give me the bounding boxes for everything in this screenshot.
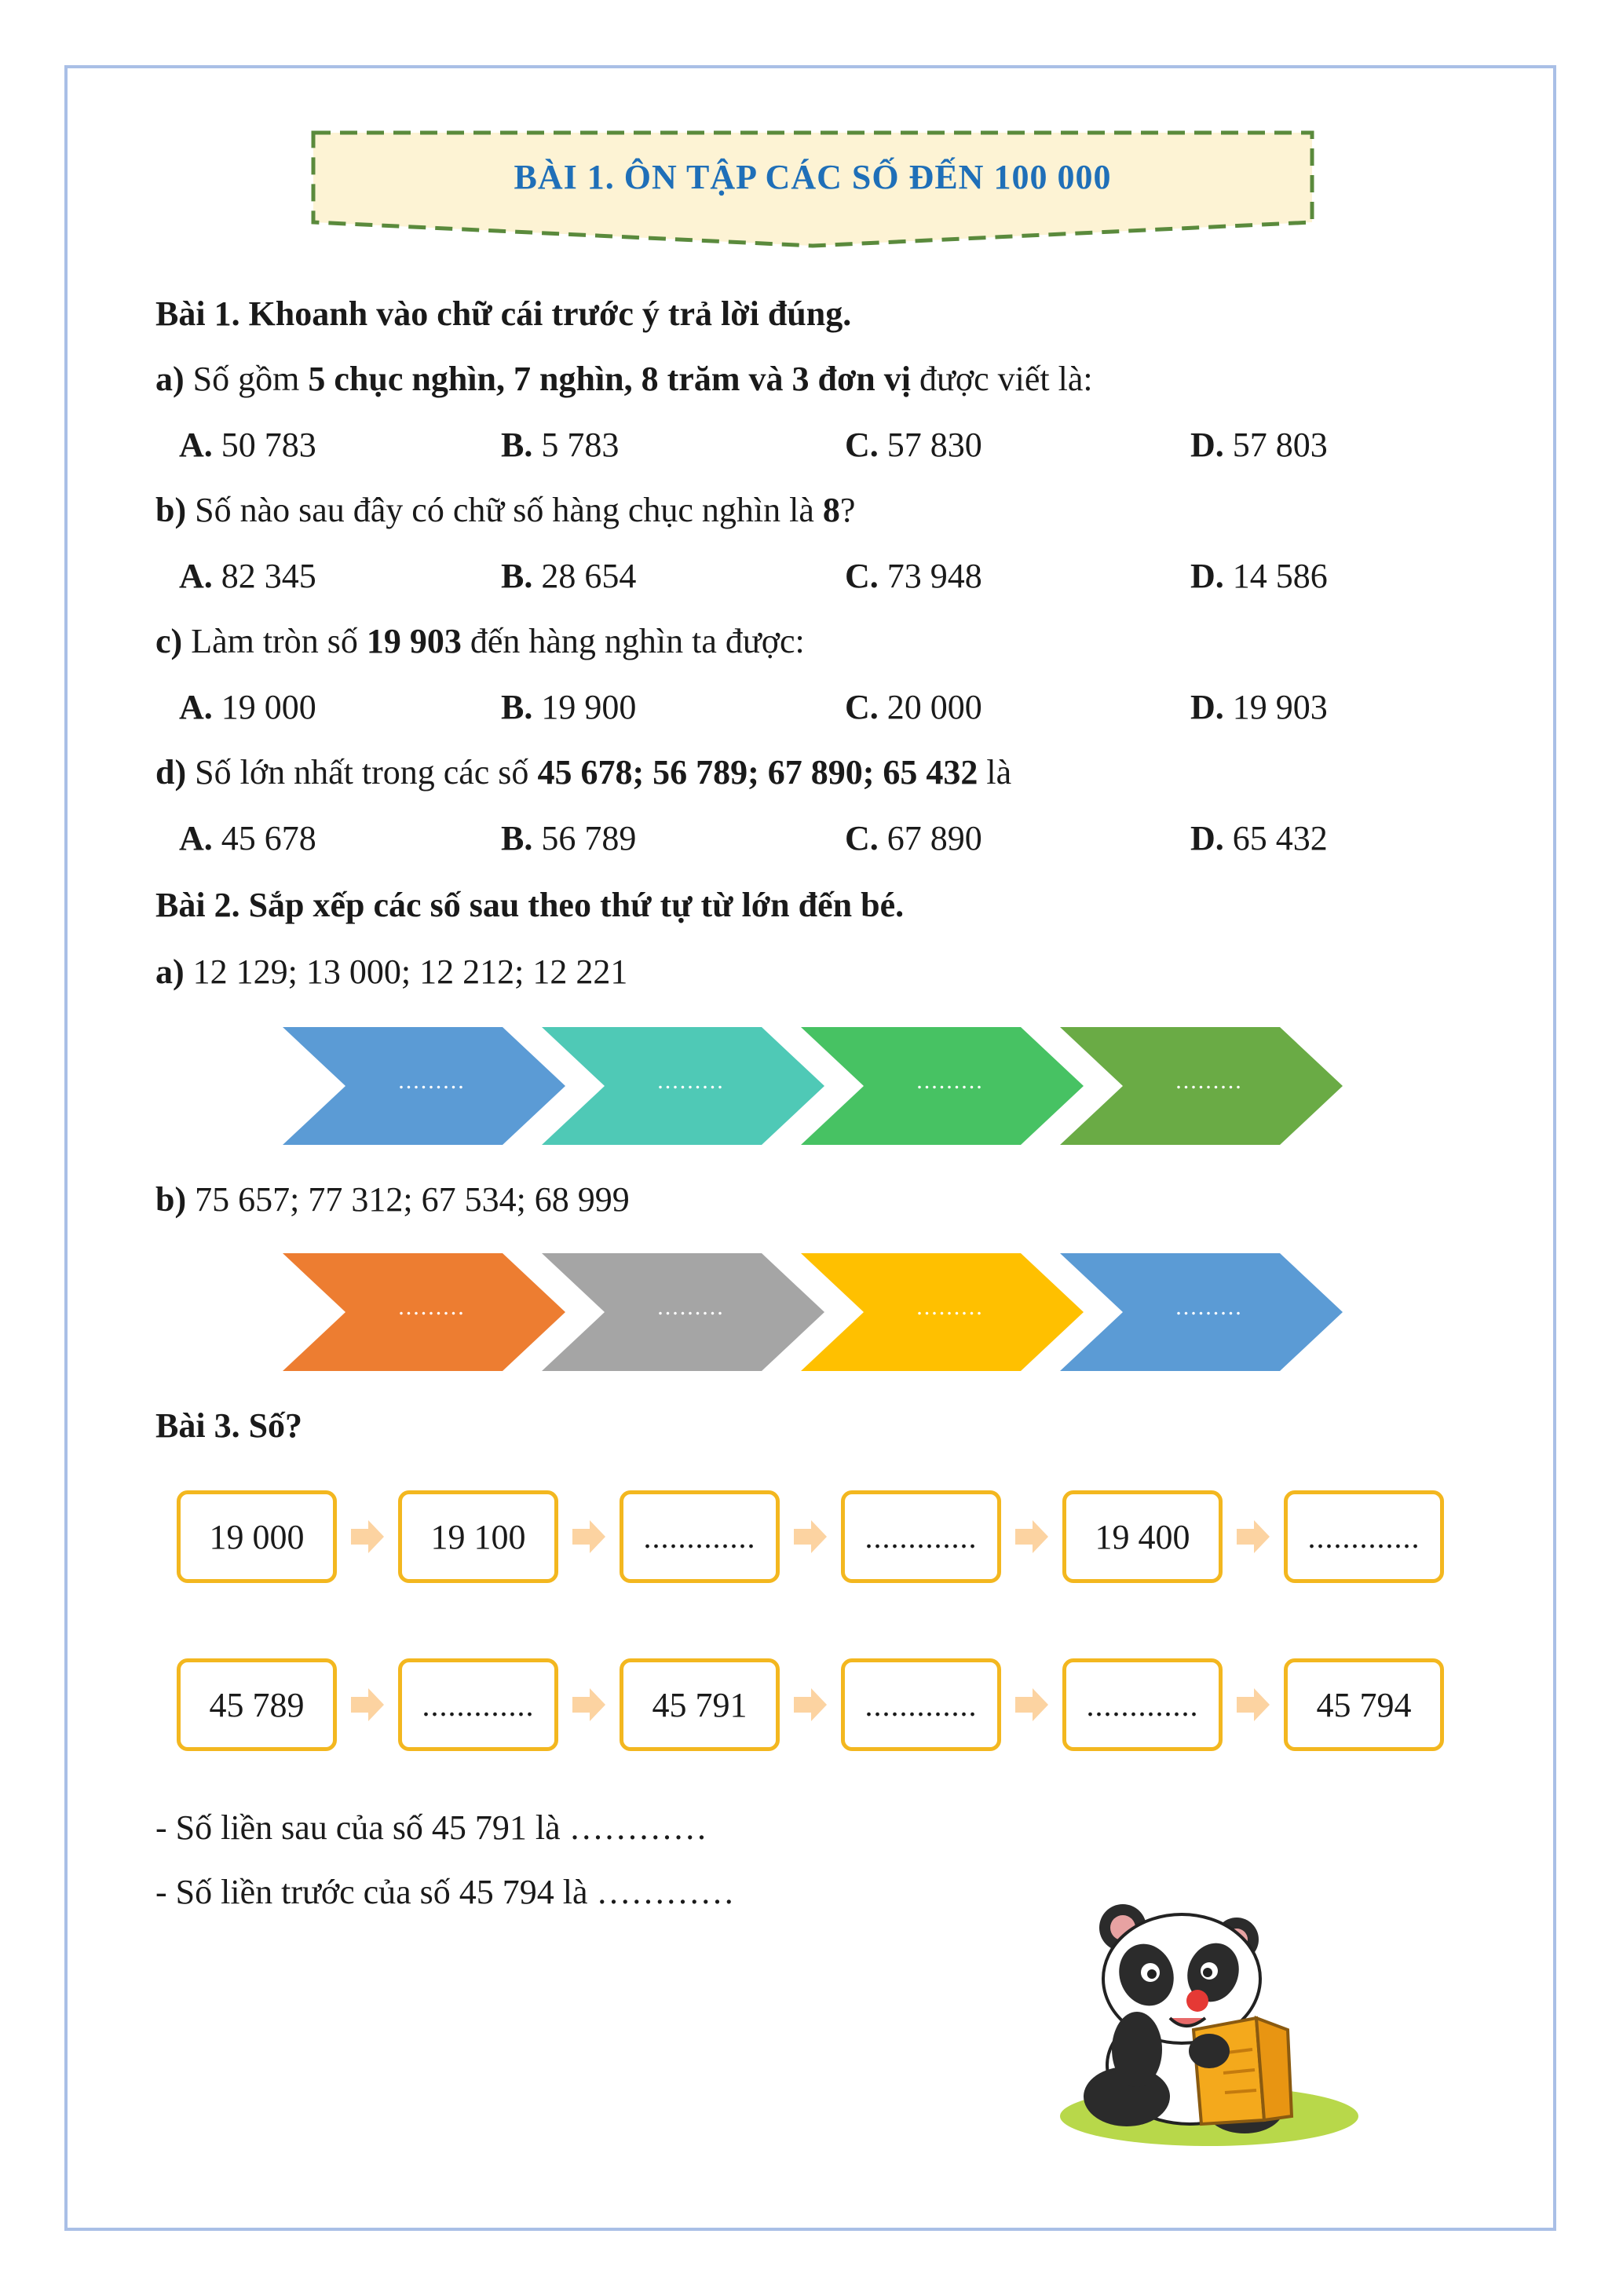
question-text: được viết là: bbox=[911, 360, 1093, 398]
sequence-number-box[interactable]: ............. bbox=[1284, 1490, 1444, 1583]
order-chevron[interactable] bbox=[1060, 1027, 1343, 1145]
option-value: 57 830 bbox=[878, 426, 982, 464]
question-emphasis: 45 678; 56 789; 67 890; 65 432 bbox=[537, 753, 978, 792]
option-value: 45 678 bbox=[212, 819, 316, 857]
order-chevron[interactable] bbox=[1060, 1253, 1343, 1371]
option-letter: D. bbox=[1190, 688, 1224, 726]
question-text: là bbox=[978, 753, 1012, 792]
answer-option[interactable] bbox=[179, 817, 316, 861]
right-arrow-icon bbox=[349, 1687, 386, 1723]
right-arrow-icon bbox=[1235, 1519, 1271, 1555]
option-letter: D. bbox=[1190, 819, 1224, 857]
answer-option[interactable] bbox=[1190, 423, 1328, 467]
question-label: d) bbox=[155, 753, 187, 792]
ex2-part-b-numbers: 75 657; 77 312; 67 534; 68 999 bbox=[186, 1180, 630, 1219]
answer-option[interactable] bbox=[501, 554, 636, 598]
ex1-question bbox=[155, 357, 1093, 401]
sequence-number-box[interactable]: ............. bbox=[841, 1658, 1001, 1751]
option-value: 65 432 bbox=[1223, 819, 1328, 857]
option-letter: D. bbox=[1190, 426, 1224, 464]
sequence-number-box[interactable]: ............. bbox=[1062, 1658, 1223, 1751]
question-emphasis: 19 903 bbox=[366, 622, 462, 660]
page-title: BÀI 1. ÔN TẬP CÁC SỐ ĐẾN 100 000 bbox=[514, 158, 1112, 196]
question-label: c) bbox=[155, 622, 183, 660]
question-emphasis: 8 bbox=[822, 491, 840, 529]
chevron-blank: ......... bbox=[1175, 1068, 1243, 1094]
answer-option[interactable] bbox=[501, 423, 619, 467]
option-letter: C. bbox=[845, 688, 879, 726]
right-arrow-icon bbox=[1235, 1687, 1271, 1723]
order-chevron[interactable] bbox=[542, 1253, 824, 1371]
option-letter: B. bbox=[501, 688, 533, 726]
order-chevron[interactable] bbox=[801, 1027, 1084, 1145]
order-chevron[interactable] bbox=[283, 1253, 565, 1371]
answer-option[interactable] bbox=[845, 423, 982, 467]
option-value: 5 783 bbox=[532, 426, 620, 464]
option-value: 20 000 bbox=[878, 688, 982, 726]
option-letter: B. bbox=[501, 426, 533, 464]
option-letter: B. bbox=[501, 819, 533, 857]
chevron-blank: ......... bbox=[916, 1068, 984, 1094]
chevron-blank: ......... bbox=[398, 1294, 466, 1320]
ex2-part-b bbox=[155, 1178, 630, 1222]
ex2-part-a bbox=[155, 950, 627, 994]
ex1-question bbox=[155, 488, 855, 532]
question-text: Số gồm bbox=[184, 360, 309, 398]
ex2-chevron-row-a bbox=[283, 1027, 1351, 1145]
ex2-heading: Bài 2. Sắp xếp các số sau theo thứ tự từ lớn đến bé. bbox=[155, 886, 905, 924]
option-value: 73 948 bbox=[878, 557, 982, 595]
ex2-part-a-label: a) bbox=[155, 952, 185, 991]
ex2-part-a-numbers: 12 129; 13 000; 12 212; 12 221 bbox=[184, 952, 628, 991]
ex1-question bbox=[155, 620, 805, 664]
option-letter: A. bbox=[179, 557, 213, 595]
option-value: 50 783 bbox=[212, 426, 316, 464]
sequence-number-box[interactable]: ............. bbox=[841, 1490, 1001, 1583]
right-arrow-icon bbox=[571, 1519, 607, 1555]
option-value: 28 654 bbox=[532, 557, 637, 595]
order-chevron[interactable] bbox=[283, 1027, 565, 1145]
question-label: a) bbox=[155, 360, 185, 398]
answer-option[interactable] bbox=[845, 686, 982, 729]
question-text: Số nào sau đây có chữ số hàng chục nghìn là bbox=[186, 491, 823, 529]
chevron-blank: ......... bbox=[1175, 1294, 1243, 1320]
chevron-blank: ......... bbox=[916, 1294, 984, 1320]
option-letter: B. bbox=[501, 557, 533, 595]
ex2-chevron-row-b bbox=[283, 1253, 1351, 1371]
question-text: Làm tròn số bbox=[182, 622, 367, 660]
order-chevron[interactable] bbox=[801, 1253, 1084, 1371]
chevron-blank: ......... bbox=[657, 1294, 725, 1320]
answer-option[interactable] bbox=[501, 686, 636, 729]
ex2-part-b-label: b) bbox=[155, 1180, 187, 1219]
option-letter: C. bbox=[845, 557, 879, 595]
answer-option[interactable] bbox=[179, 423, 316, 467]
question-text: ? bbox=[839, 491, 856, 529]
answer-option[interactable] bbox=[845, 554, 982, 598]
question-emphasis: 5 chục nghìn, 7 nghìn, 8 trăm và 3 đơn vị bbox=[308, 360, 911, 398]
option-value: 14 586 bbox=[1223, 557, 1328, 595]
option-letter: A. bbox=[179, 819, 213, 857]
sequence-number-box: 45 794 bbox=[1284, 1658, 1444, 1751]
sequence-number-box: 19 000 bbox=[177, 1490, 337, 1583]
option-value: 67 890 bbox=[878, 819, 982, 857]
option-value: 56 789 bbox=[532, 819, 637, 857]
option-letter: D. bbox=[1190, 557, 1224, 595]
sequence-number-box: 19 100 bbox=[398, 1490, 558, 1583]
order-chevron[interactable] bbox=[542, 1027, 824, 1145]
option-letter: A. bbox=[179, 426, 213, 464]
answer-option[interactable] bbox=[1190, 554, 1328, 598]
ex3-previous-number-line: - Số liền trước của số 45 794 là ………… bbox=[155, 1873, 735, 1911]
ex3-heading: Bài 3. Số? bbox=[155, 1406, 303, 1445]
sequence-number-box[interactable]: ............. bbox=[620, 1490, 780, 1583]
ex3-next-number-line: - Số liền sau của số 45 791 là ………… bbox=[155, 1808, 707, 1847]
option-letter: C. bbox=[845, 819, 879, 857]
question-text: đến hàng nghìn ta được: bbox=[461, 622, 805, 660]
sequence-number-box: 19 400 bbox=[1062, 1490, 1223, 1583]
right-arrow-icon bbox=[1014, 1687, 1050, 1723]
answer-option[interactable] bbox=[845, 817, 982, 861]
question-text: Số lớn nhất trong các số bbox=[186, 753, 538, 792]
question-label: b) bbox=[155, 491, 187, 529]
right-arrow-icon bbox=[571, 1687, 607, 1723]
answer-option[interactable] bbox=[1190, 817, 1328, 861]
chevron-blank: ......... bbox=[657, 1068, 725, 1094]
right-arrow-icon bbox=[792, 1519, 828, 1555]
answer-option[interactable] bbox=[501, 817, 636, 861]
answer-option[interactable] bbox=[1190, 686, 1328, 729]
option-value: 19 000 bbox=[212, 688, 316, 726]
ex1-question bbox=[155, 751, 1011, 795]
option-value: 19 903 bbox=[1223, 688, 1328, 726]
option-value: 19 900 bbox=[532, 688, 637, 726]
chevron-blank: ......... bbox=[398, 1068, 466, 1094]
option-value: 57 803 bbox=[1223, 426, 1328, 464]
answer-option[interactable] bbox=[179, 686, 316, 729]
option-letter: C. bbox=[845, 426, 879, 464]
sequence-number-box: 45 789 bbox=[177, 1658, 337, 1751]
right-arrow-icon bbox=[349, 1519, 386, 1555]
panda-reading-illustration bbox=[1052, 1885, 1366, 2152]
option-value: 82 345 bbox=[212, 557, 316, 595]
right-arrow-icon bbox=[792, 1687, 828, 1723]
answer-option[interactable] bbox=[179, 554, 316, 598]
right-arrow-icon bbox=[1014, 1519, 1050, 1555]
ex1-heading: Bài 1. Khoanh vào chữ cái trước ý trả lời đúng. bbox=[155, 294, 852, 333]
sequence-number-box[interactable]: ............. bbox=[398, 1658, 558, 1751]
sequence-number-box: 45 791 bbox=[620, 1658, 780, 1751]
option-letter: A. bbox=[179, 688, 213, 726]
